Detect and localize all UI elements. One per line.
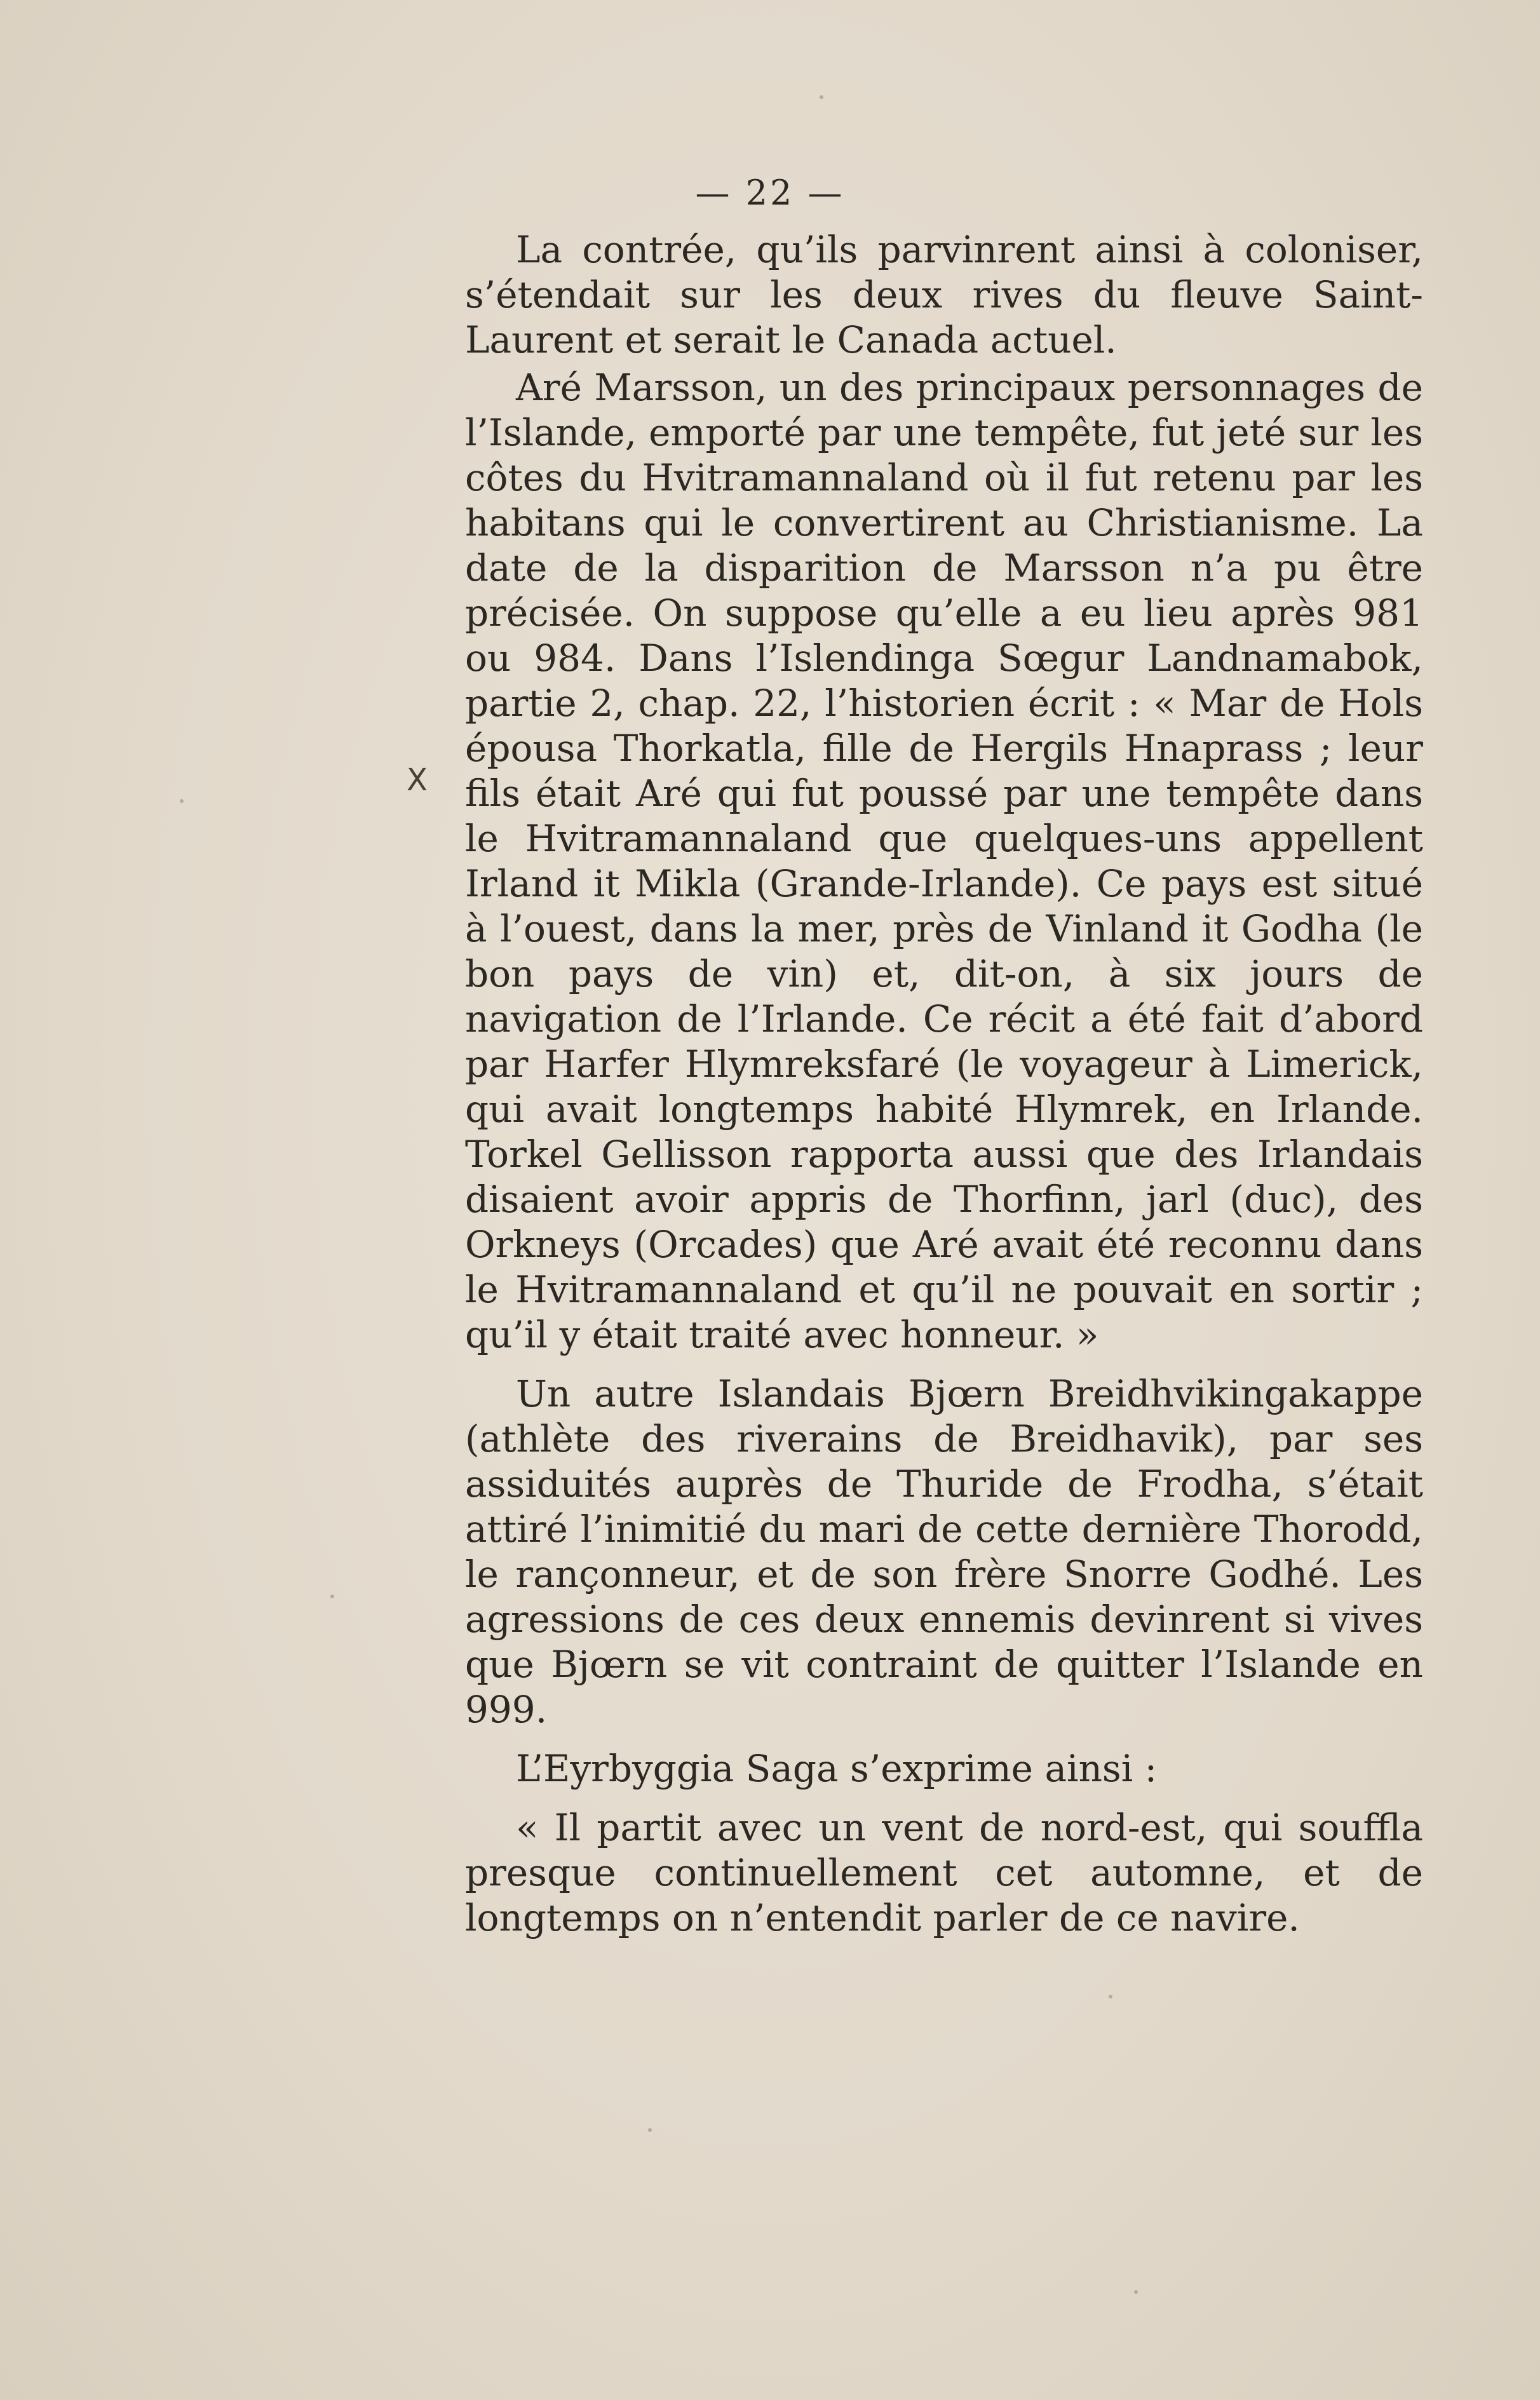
paragraph-3: Un autre Islandais Bjœrn Breidhvikingakappe (athlète des riverains de Breidhavik), par ses assiduités auprès de Thuride de Frodha, s’était attiré l’inimitié du mari de cette dernière Thorodd, le rançonneur, et de son frère Snorre Godhé. Les agressions de ces deux ennemis devinrent si vives que Bjœrn se vit contraint de quitter l’Islande en 999. xyxy=(465,1372,1423,1731)
paper-speck xyxy=(330,1594,334,1598)
paper-speck xyxy=(820,95,823,99)
paragraph-5: « Il partit avec un vent de nord-est, qui souffla presque continuellement cet automne, et de longtemps on n’entendit parler de ce navire. xyxy=(465,1806,1423,1939)
paper-speck xyxy=(180,799,184,803)
margin-annotation: X xyxy=(407,762,428,798)
page-number: — 22 — xyxy=(695,173,845,213)
paper-speck xyxy=(1109,1995,1112,1999)
paragraph-1: La contrée, qu’ils parvinrent ainsi à coloniser, s’étendait sur les deux rives du fleuve Saint-Laurent et serait le Canada actuel. xyxy=(465,228,1423,361)
body-text xyxy=(465,227,1423,1941)
paper-speck xyxy=(1134,2290,1138,2294)
paper-speck xyxy=(648,2128,652,2132)
paragraph-2: Aré Marsson, un des principaux personnages de l’Islande, emporté par une tempête, fut jeté sur les côtes du Hvitramannaland où il fut retenu par les habitans qui le convertirent au Christianisme. La date de la disparition de Marsson n’a pu être précisée. On suppose qu’elle a eu lieu après 981 ou 984. Dans l’Islendinga Sœgur Landnamabok, partie 2, chap. 22, l’historien écrit : « Mar de Hols épousa Thorkatla, fille de Hergils Hnaprass ; leur fils était Aré qui fut poussé par une tempête dans le Hvitramannaland que quelques-uns appellent Irland it Mikla (Grande-Irlande). Ce pays est situé à l’ouest, dans la mer, près de Vinland it Godha (le bon pays de vin) et, dit-on, à six jours de navigation de l’Irlande. Ce récit a été fait d’abord par Harfer Hlymreksfaré (le voyageur à Limerick, qui avait longtemps habité Hlymrek, en Irlande. Torkel Gellisson rapporta aussi que des Irlandais disaient avoir appris de Thorfinn, jarl (duc), des Orkneys (Orcades) que Aré avait été reconnu dans le Hvitramannaland et qu’il ne pouvait en sortir ; qu’il y était traité avec honneur. » xyxy=(465,366,1423,1356)
paragraph-4: L’Eyrbyggia Saga s’exprime ainsi : xyxy=(516,1747,1158,1790)
